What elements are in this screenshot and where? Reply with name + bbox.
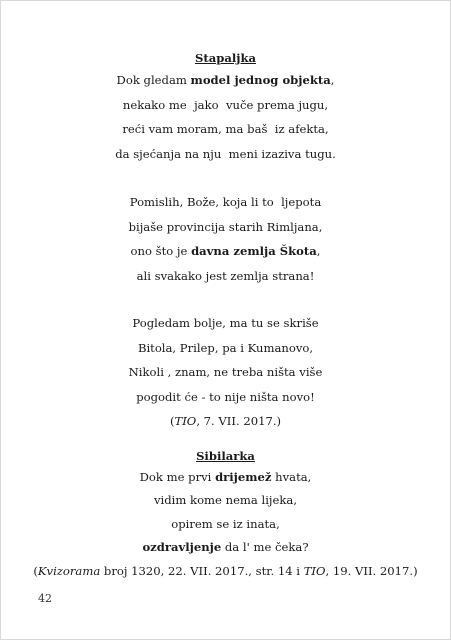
- verse-line: Dok me prvi drijemež hvata,: [139, 469, 312, 484]
- stanza: [0, 68, 451, 166]
- page-number: 42: [38, 592, 52, 605]
- verse-line: Pogledam bolje, ma tu se skriše: [132, 316, 319, 330]
- verse-line: bijaše provincija starih Rimljana,: [128, 219, 323, 234]
- verse-line: reći vam moram, ma baš iz afekta,: [122, 122, 329, 136]
- verse-line: da sjećanja na nju meni izaziva tugu.: [115, 146, 336, 161]
- highlighted-term: drijemež: [215, 469, 272, 484]
- highlighted-term: model jednog objekta: [190, 73, 331, 87]
- verse-line: ozdravljenje da l' me čeka?: [142, 540, 309, 554]
- highlighted-term: davna zemlja Škota: [191, 244, 317, 258]
- verse-line: opirem se iz inata,: [171, 516, 280, 531]
- verse-line: vidim kome nema lijeka,: [153, 493, 298, 507]
- verse-line: ono što je davna zemlja Škota,: [130, 244, 321, 258]
- stanza: [0, 190, 451, 288]
- poem-title: Stapaljka: [194, 51, 256, 65]
- source-note: (TIO, 7. VII. 2017.): [169, 414, 282, 428]
- source-note: (Kvizorama broj 1320, 22. VII. 2017., str. 14 i TIO, 19. VII. 2017.): [33, 563, 418, 578]
- verse-line: Dok gledam model jednog objekta,: [116, 73, 335, 87]
- highlighted-term: ozdravljenje: [142, 540, 222, 554]
- verse-line: Bitola, Prilep, pa i Kumanovo,: [137, 340, 314, 355]
- verse-line: ali svakako jest zemlja strana!: [136, 268, 315, 283]
- poem-title: Sibilarka: [196, 448, 255, 463]
- verse-line: Nikoli , znam, ne treba ništa više: [128, 365, 323, 379]
- stanza: [0, 466, 451, 584]
- verse-line: pogodit će - to nije ništa novo!: [136, 389, 315, 404]
- page-content: [0, 48, 451, 583]
- verse-line: nekako me jako vuče prema jugu,: [122, 97, 329, 112]
- stanza: [0, 311, 451, 434]
- verse-line: Pomislih, Bože, koja li to ljepota: [129, 195, 322, 209]
